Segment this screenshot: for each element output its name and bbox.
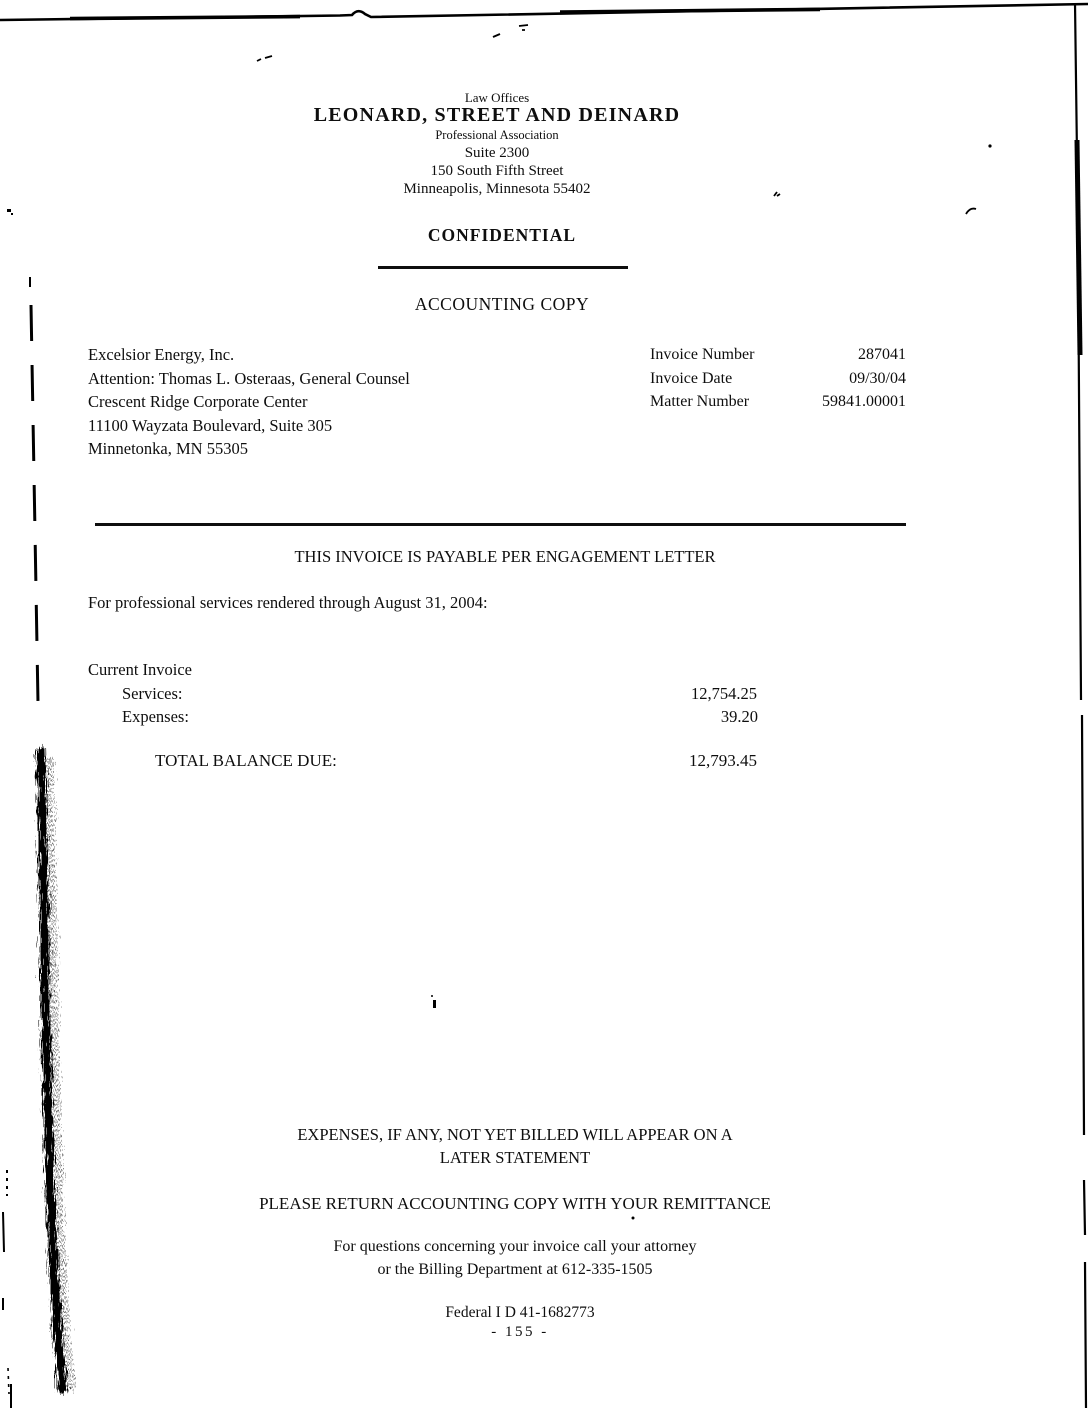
summary-section-title: Current Invoice — [88, 660, 193, 679]
services-label: Services: — [122, 684, 183, 703]
matter-number-value: 59841.00001 — [822, 393, 906, 411]
expenses-label: Expenses: — [122, 707, 189, 726]
expenses-amount: 39.20 — [720, 707, 758, 726]
invoice-meta-block — [650, 343, 906, 414]
confidential-stamp: CONFIDENTIAL — [427, 225, 577, 245]
invoice-number-value: 287041 — [858, 346, 906, 363]
right-edge-scan-line-thick — [1077, 140, 1080, 355]
binding-streak-speckle — [45, 760, 67, 1392]
speck-mid-page-dot — [431, 995, 433, 997]
speck-left-margin — [7, 209, 11, 212]
top-edge-scan-line-thick — [70, 9, 820, 18]
questions-line2: or the Billing Department at 612-335-1505 — [377, 1261, 653, 1278]
questions-line1: For questions concerning your invoice call your attorney — [333, 1238, 697, 1255]
speck-dash-dot — [519, 25, 528, 30]
summary-row-expenses — [122, 707, 758, 727]
bottom-left-dotted-mark-2 — [8, 1368, 9, 1394]
invoice-meta-row — [650, 343, 906, 367]
bill-to-address3: Minnetonka, MN 55305 — [88, 439, 248, 459]
letterhead-street: 150 South Fifth Street — [430, 163, 564, 179]
speck-grave-mark — [493, 34, 500, 37]
divider-under-confidential — [378, 266, 628, 269]
services-amount: 12,754.25 — [691, 684, 757, 703]
page-number: - 155 - — [491, 1324, 549, 1340]
bill-to-address1: Crescent Ridge Corporate Center — [88, 392, 308, 412]
left-binding-dashes — [31, 305, 38, 703]
bill-to-address2: 11100 Wayzata Boulevard, Suite 305 — [88, 415, 333, 435]
remittance-note: PLEASE RETURN ACCOUNTING COPY WITH YOUR REMITTANCE — [259, 1194, 771, 1213]
letterhead-association: Professional Association — [435, 128, 559, 142]
total-balance-label: TOTAL BALANCE DUE: — [155, 751, 337, 770]
federal-id-line: Federal I D 41-1682773 — [445, 1304, 595, 1321]
letterhead-firm-name: LEONARD, STREET AND DEINARD — [313, 104, 681, 126]
section-divider-rule — [95, 523, 906, 526]
right-edge-scan-line — [1075, 3, 1086, 1408]
invoice-date-value: 09/30/04 — [849, 369, 906, 387]
summary-row-services — [122, 684, 757, 704]
letterhead-office-type: Law Offices — [464, 90, 530, 105]
expenses-note-line2: LATER STATEMENT — [439, 1148, 591, 1167]
invoice-meta-row — [650, 367, 906, 391]
speck-left-margin-2 — [11, 213, 13, 215]
speck-footer-dot — [632, 1217, 635, 1220]
bill-to-attention: Attention: Thomas L. Osteraas, General Counsel — [88, 368, 410, 388]
invoice-number-label: Invoice Number — [650, 346, 755, 363]
payable-notice: THIS INVOICE IS PAYABLE PER ENGAGEMENT LETTER — [294, 547, 716, 566]
speck-mid-page — [433, 1000, 436, 1008]
copy-type-label: ACCOUNTING COPY — [414, 294, 590, 314]
speck-curve-right — [966, 209, 976, 214]
letterhead-city: Minneapolis, Minnesota 55402 — [403, 181, 591, 197]
bottom-left-line — [3, 1212, 4, 1252]
expenses-note-line1: EXPENSES, IF ANY, NOT YET BILLED WILL APPEAR ON A — [297, 1125, 733, 1144]
speck-diagonal-dots — [257, 56, 272, 61]
total-balance-amount: 12,793.45 — [689, 751, 757, 770]
binding-streak-core — [41, 748, 63, 1392]
services-period-line: For professional services rendered through August 31, 2004: — [88, 593, 488, 612]
bill-to-block — [88, 343, 410, 461]
invoice-meta-row — [650, 390, 906, 414]
matter-number-label: Matter Number — [650, 393, 750, 411]
speck-dot-right — [988, 144, 991, 147]
bill-to-company: Excelsior Energy, Inc. — [88, 345, 235, 364]
letterhead-suite: Suite 2300 — [464, 145, 530, 161]
top-edge-scan-line — [0, 4, 1088, 20]
invoice-date-label: Invoice Date — [650, 369, 733, 387]
summary-row-total — [155, 751, 757, 771]
